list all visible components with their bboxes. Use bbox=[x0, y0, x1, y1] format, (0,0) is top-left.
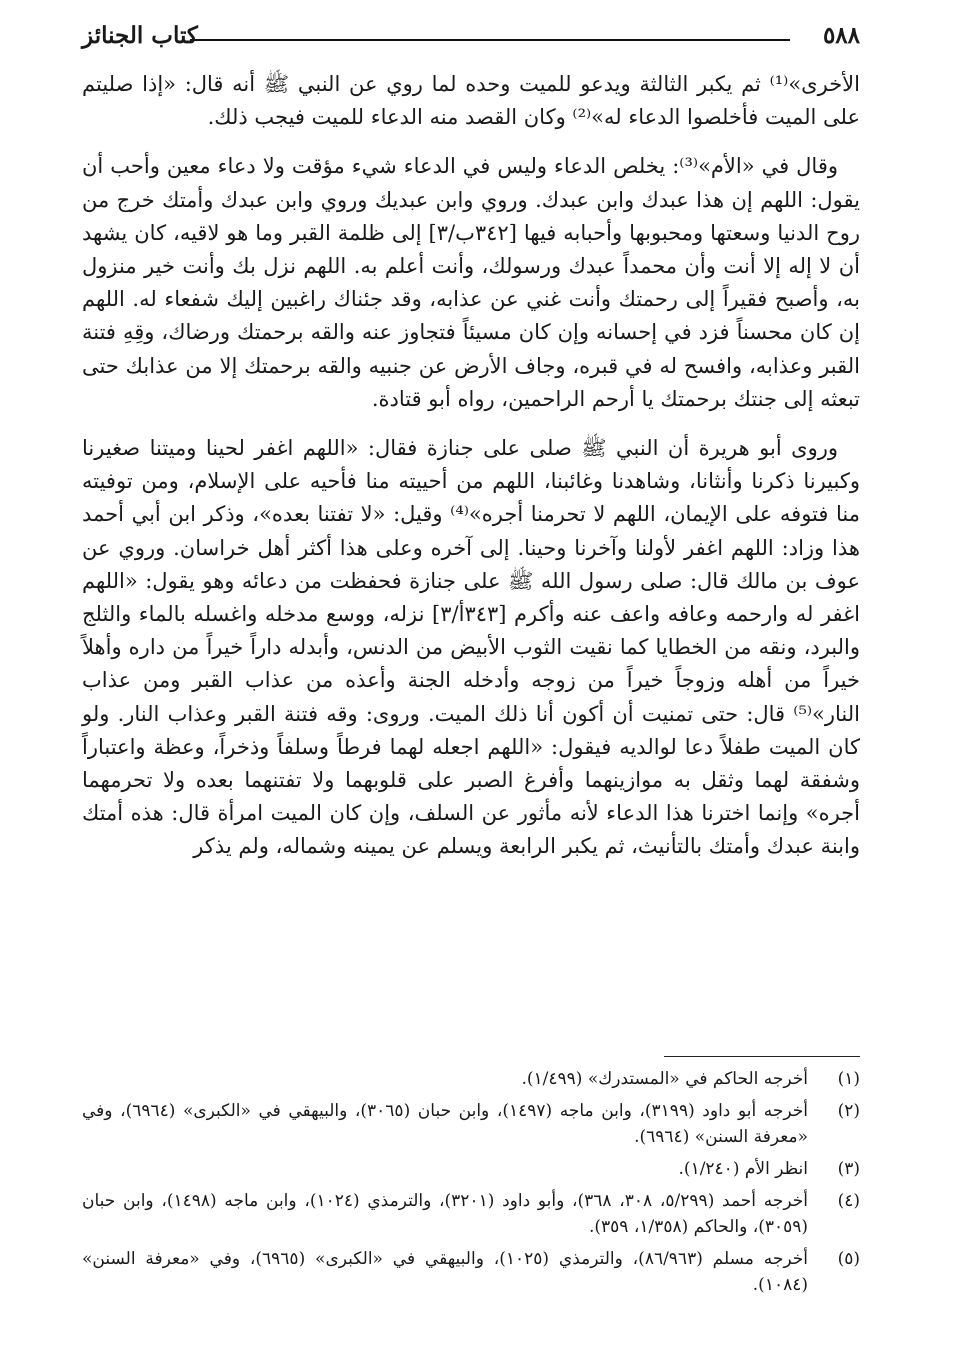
footnote-text: أخرجه مسلم (٨٦/٩٦٣)، والترمذي (١٠٢٥)، والبيهقي في «الكبرى» (٦٩٦٥)، وفي «معرفة السنن» (١٠٨٤). bbox=[82, 1249, 808, 1295]
footnote-separator bbox=[664, 1056, 860, 1057]
chapter-title: كتاب الجنائز bbox=[82, 22, 198, 49]
footnote-number: (٢) bbox=[837, 1101, 860, 1121]
page-number: ٥٨٨ bbox=[822, 22, 860, 49]
footnote-number: (٥) bbox=[837, 1249, 860, 1269]
footnote-number: (٤) bbox=[837, 1191, 860, 1211]
footnote bbox=[82, 1188, 860, 1240]
footnote bbox=[82, 1246, 860, 1298]
footnotes bbox=[82, 1066, 860, 1304]
footnote bbox=[82, 1098, 860, 1150]
footnote-number: (٣) bbox=[837, 1159, 860, 1179]
footnote-text: أخرجه أبو داود (٣١٩٩)، وابن ماجه (١٤٩٧)، وابن حبان (٣٠٦٥)، والبيهقي في «الكبرى» (٦٩٦٤)، وفي «معرفة السنن» (٦٩٦٤). bbox=[82, 1101, 809, 1147]
footnote bbox=[82, 1156, 860, 1182]
book-page bbox=[82, 18, 860, 1348]
paragraph: وقال في «الأم»⁽³⁾: يخلص الدعاء وليس في الدعاء شيء مؤقت ولا دعاء معين وأحب أن يقول: اللهم إن هذا عبدك وابن عبدك. وروي وابن عبديك وروي وابن عبدك وأمتك خرج من روح الدنيا وسعتها ومحبوبها وأحبابه فيها [٣٤٢ب/٣] إلى ظلمة القبر وما هو لاقيه، كان يشهد أن لا إله إلا أنت وأن محمداً عبدك ورسولك، وأنت أعلم به. اللهم نزل بك وأنت خير منزول به، وأصبح فقيراً إلى رحمتك وأنت غني عن عذابه، وقد جئناك راغبين إليك شفعاء له. اللهم إن كان محسناً فزد في إحسانه وإن كان مسيئاً فتجاوز عنه والقه برحمتك ورضاك، وقِهِ فتنة القبر وعذابه، وافسح له في قبره، وجاف الأرض عن جنبيه والقه برحمتك إلا من عذابك حتى تبعثه إلى جنتك برحمتك يا أرحم الراحمين، رواه أبو قتادة. bbox=[82, 154, 860, 411]
footnote bbox=[82, 1066, 860, 1092]
paragraph: وروى أبو هريرة أن النبي ﷺ صلى على جنازة فقال: «اللهم اغفر لحينا وميتنا صغيرنا وكبيرنا ذكرنا وأنثانا، وشاهدنا وغائبنا، اللهم من أحييته منا فأحيه على الإسلام، ومن توفيته منا فتوفه على الإيمان، اللهم لا تحرمنا أجره»⁽⁴⁾ وقيل: «لا تفتنا بعده»، وذكر ابن أبي أحمد هذا وزاد: اللهم اغفر لأولنا وآخرنا وحينا. إلى آخره وعلى هذا أكثر أهل خراسان. وروي عن عوف بن مالك قال: صلى رسول الله ﷺ على جنازة فحفظت من دعائه وهو يقول: «اللهم اغفر له وارحمه وعافه واعف عنه وأكرم [٣٤٣أ/٣] نزله، ووسع مدخله واغسله بالماء والثلج والبرد، ونقه من الخطايا كما نقيت الثوب الأبيض من الدنس، وأبدله داراً خيراً من داره وأهلاً خيراً من أهله وزوجاً خيراً من زوجه وأدخله الجنة وأعذه من عذاب القبر ومن عذاب النار»⁽⁵⁾ قال: حتى تمنيت أن أكون أنا ذلك الميت. وروى: وقه فتنة القبر وعذاب النار. ولو كان الميت طفلاً دعا لوالديه فيقول: «اللهم اجعله لهما فرطاً وسلفاً وذخراً، وعظة واعتباراً وشفقة لهما وثقل به موازينهما وأفرغ الصبر على قلوبهما ولا تفتنهما بعده ولا تحرمهما أجره» وإنما اخترنا هذا الدعاء لأنه مأثور عن السلف، وإن كان الميت امرأة قال: هذه أمتك وابنة عبدك وأمتك بالتأنيث، ثم يكبر الرابعة ويسلم عن يمينه وشماله، ولم يذكر bbox=[82, 436, 861, 859]
paragraph: الأخرى»⁽¹⁾ ثم يكبر الثالثة ويدعو للميت وحده لما روي عن النبي ﷺ أنه قال: «إذا صليتم على الميت فأخلصوا الدعاء له»⁽²⁾ وكان القصد منه الدعاء للميت فيجب ذلك. bbox=[82, 72, 860, 130]
header-rule bbox=[190, 39, 790, 41]
main-text bbox=[82, 68, 860, 864]
footnote-text: أخرجه أحمد (٥/٢٩٩، ٣٠٨، ٣٦٨)، وأبو داود (٣٢٠١)، والترمذي (١٠٢٤)، وابن ماجه (١٤٩٨)، وابن حبان (٣٠٥٩)، والحاكم (١/٣٥٨، ٣٥٩). bbox=[82, 1191, 808, 1237]
footnote-text: انظر الأم (١/٢٤٠). bbox=[678, 1159, 808, 1179]
footnote-text: أخرجه الحاكم في «المستدرك» (١/٤٩٩). bbox=[521, 1069, 808, 1089]
page-header bbox=[82, 18, 860, 58]
footnote-number: (١) bbox=[837, 1069, 860, 1089]
